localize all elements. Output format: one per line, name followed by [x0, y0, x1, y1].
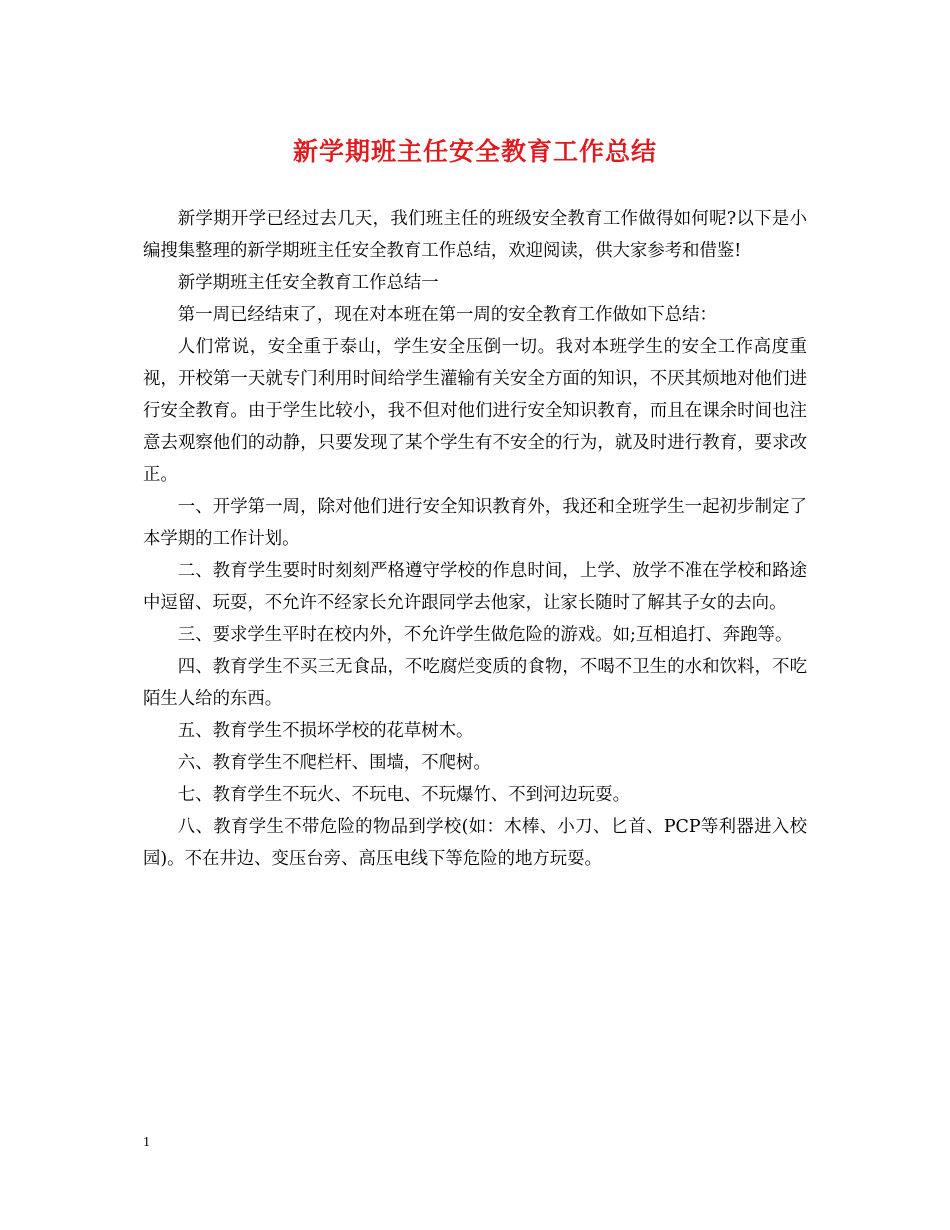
paragraph-item-6: 六、教育学生不爬栏杆、围墙，不爬树。 [177, 753, 491, 773]
paragraph-week-summary: 第一周已经结束了，现在对本班在第一周的安全教育工作做如下总结： [177, 305, 717, 325]
paragraph-item-4: 四、教育学生不买三无食品，不吃腐烂变质的食物，不喝不卫生的水和饮料，不吃陌生人给的东西。 [143, 657, 807, 709]
paragraph-item-3: 三、要求学生平时在校内外，不允许学生做危险的游戏。如;互相追打、奔跑等。 [177, 625, 793, 645]
paragraph-item-8: 八、教育学生不带危险的物品到学校(如：木棒、小刀、匕首、PCP等利器进入校园)。不在井边、变压台旁、高压电线下等危险的地方玩耍。 [143, 817, 807, 869]
paragraph-item-7: 七、教育学生不玩火、不玩电、不玩爆竹、不到河边玩耍。 [177, 785, 630, 805]
document-title: 新学期班主任安全教育工作总结 [292, 137, 657, 166]
page-number: 1 [143, 1135, 150, 1150]
paragraph-safety-importance: 人们常说，安全重于泰山，学生安全压倒一切。我对本班学生的安全工作高度重视，开校第一天就专门利用时间给学生灌输有关安全方面的知识，不厌其烦地对他们进行安全教育。由于学生比较小，我不但对他们进行安全知识教育，而且在课余时间也注意去观察他们的动静，只要发现了某个学生有不安全的行为，就及时进行教育，要求改正。 [143, 337, 807, 485]
document-body [143, 203, 807, 875]
paragraph-item-5: 五、教育学生不损坏学校的花草树木。 [177, 721, 474, 741]
paragraph-item-2: 二、教育学生要时时刻刻严格遵守学校的作息时间，上学、放学不准在学校和路途中逗留、玩耍，不允许不经家长允许跟同学去他家，让家长随时了解其子女的去向。 [143, 561, 807, 613]
paragraph-item-1: 一、开学第一周，除对他们进行安全知识教育外，我还和全班学生一起初步制定了本学期的工作计划。 [143, 497, 807, 549]
paragraph-section-heading: 新学期班主任安全教育工作总结一 [177, 273, 439, 293]
paragraph-intro: 新学期开学已经过去几天，我们班主任的班级安全教育工作做得如何呢?以下是小编搜集整理的新学期班主任安全教育工作总结，欢迎阅读，供大家参考和借鉴! [143, 209, 807, 261]
